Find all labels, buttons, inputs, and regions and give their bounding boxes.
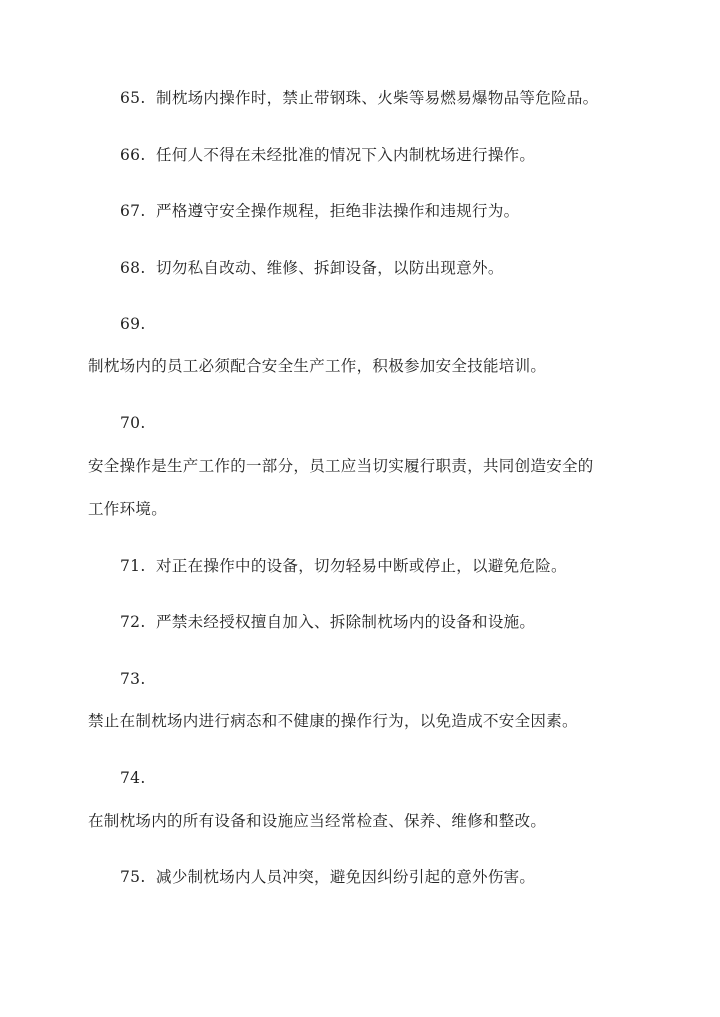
list-item-70-text-line2: 工作环境。 xyxy=(88,500,168,518)
list-item-74-number: 74. xyxy=(120,769,146,787)
item-text: 严格遵守安全操作规程，拒绝非法操作和违规行为。 xyxy=(156,202,520,220)
list-item-75 xyxy=(120,867,535,887)
list-item-66 xyxy=(120,145,535,165)
item-number: 66. xyxy=(120,146,146,164)
item-text: 制枕场内操作时，禁止带钢珠、火柴等易燃易爆物品等危险品。 xyxy=(156,89,599,107)
list-item-70-number: 70. xyxy=(120,414,146,432)
list-item-71 xyxy=(120,556,567,576)
list-item-68 xyxy=(120,258,504,278)
list-item-69-text: 制枕场内的员工必须配合安全生产工作，积极参加安全技能培训。 xyxy=(88,357,547,375)
list-item-65 xyxy=(120,88,598,108)
item-number: 75. xyxy=(120,868,146,886)
list-item-73-text: 禁止在制枕场内进行病态和不健康的操作行为，以免造成不安全因素。 xyxy=(88,712,578,730)
item-text: 严禁未经授权擅自加入、拆除制枕场内的设备和设施。 xyxy=(156,613,536,631)
list-item-74-text: 在制枕场内的所有设备和设施应当经常检查、保养、维修和整改。 xyxy=(88,812,547,830)
item-text: 切勿私自改动、维修、拆卸设备，以防出现意外。 xyxy=(156,259,504,277)
item-number: 72. xyxy=(120,613,146,631)
list-item-67 xyxy=(120,201,519,221)
item-text: 减少制枕场内人员冲突，避免因纠纷引起的意外伤害。 xyxy=(156,868,536,886)
list-item-70-text-line1: 安全操作是生产工作的一部分，员工应当切实履行职责，共同创造安全的 xyxy=(88,457,594,475)
item-number: 67. xyxy=(120,202,146,220)
item-number: 65. xyxy=(120,89,146,107)
item-text: 对正在操作中的设备，切勿轻易中断或停止，以避免危险。 xyxy=(156,557,567,575)
list-item-69-number: 69. xyxy=(120,315,146,333)
item-text: 任何人不得在未经批准的情况下入内制枕场进行操作。 xyxy=(156,146,536,164)
list-item-72 xyxy=(120,612,535,632)
item-number: 71. xyxy=(120,557,146,575)
list-item-73-number: 73. xyxy=(120,670,146,688)
item-number: 68. xyxy=(120,259,146,277)
